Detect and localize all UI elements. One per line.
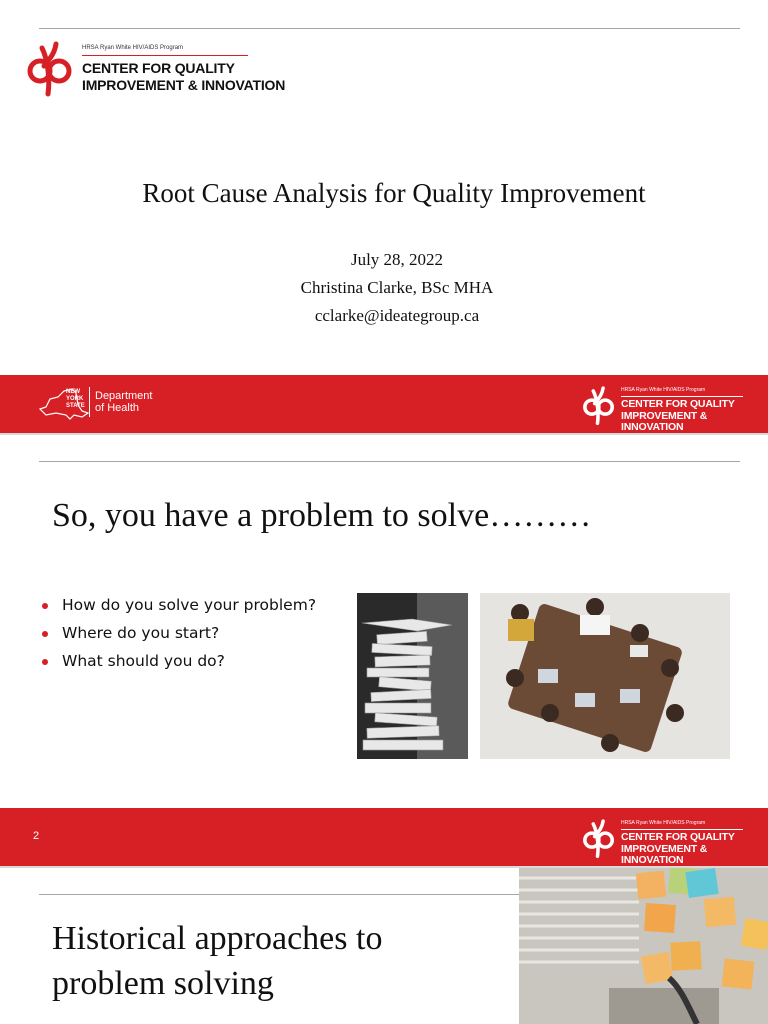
nys-line3: STATE xyxy=(66,403,85,409)
bullet-item: Where do you start? xyxy=(40,624,316,652)
doh-divider xyxy=(89,387,90,417)
sticky-notes-photo xyxy=(519,868,768,1024)
bullet-item: How do you solve your problem? xyxy=(40,596,316,624)
footer-logo-line1-2: CENTER FOR QUALITY xyxy=(621,831,735,843)
logo-red-rule xyxy=(82,55,248,56)
bullet-item: What should you do? xyxy=(40,652,316,680)
top-rule-3 xyxy=(39,894,519,895)
footer-logo-line1: CENTER FOR QUALITY xyxy=(621,398,735,410)
presentation-title: Root Cause Analysis for Quality Improvement xyxy=(142,178,646,208)
footer-logo-program: HRSA Ryan White HIV/AIDS Program xyxy=(621,387,706,393)
slide-title xyxy=(0,0,768,433)
footer-logo-line2: IMPROVEMENT & INNOVATION xyxy=(621,410,708,433)
slide-title-line2: problem solving xyxy=(52,965,274,1002)
footer-band-2 xyxy=(0,808,768,866)
slide-title-line1: Historical approaches to xyxy=(52,920,383,957)
nys-line1: NEW xyxy=(66,389,80,395)
books-photo xyxy=(357,593,468,759)
top-rule-2 xyxy=(39,461,740,462)
slide-problem xyxy=(0,435,768,866)
bullet-list xyxy=(40,596,316,680)
footer-logo-line2-2: IMPROVEMENT & INNOVATION xyxy=(621,843,708,866)
doh-line2: of Health xyxy=(95,402,140,414)
footer-logo-program-2: HRSA Ryan White HIV/AIDS Program xyxy=(621,820,706,826)
presenter-name: Christina Clarke, BSc MHA xyxy=(300,278,494,297)
footer-logo-rule xyxy=(621,396,743,397)
slide-historical xyxy=(0,868,768,1024)
logo-program-text: HRSA Ryan White HIV/AIDS Program xyxy=(82,45,184,51)
nys-line2: YORK xyxy=(66,396,84,402)
ryan-white-logo-icon xyxy=(26,38,80,98)
presentation-date: July 28, 2022 xyxy=(350,250,444,269)
ryan-white-logo-icon-footer xyxy=(582,383,620,427)
logo-line2: IMPROVEMENT & INNOVATION xyxy=(82,77,286,93)
presenter-email: cclarke@ideategroup.ca xyxy=(314,306,480,325)
ryan-white-logo-icon-footer-2 xyxy=(582,816,620,860)
logo-line1: CENTER FOR QUALITY xyxy=(82,60,235,76)
team-meeting-photo xyxy=(480,593,730,759)
page-number: 2 xyxy=(33,830,40,842)
slide-title: So, you have a problem to solve……… xyxy=(52,497,592,534)
footer-logo-rule-2 xyxy=(621,829,743,830)
top-rule xyxy=(39,28,740,29)
doh-line1: Department xyxy=(95,390,153,402)
footer-band xyxy=(0,375,768,433)
